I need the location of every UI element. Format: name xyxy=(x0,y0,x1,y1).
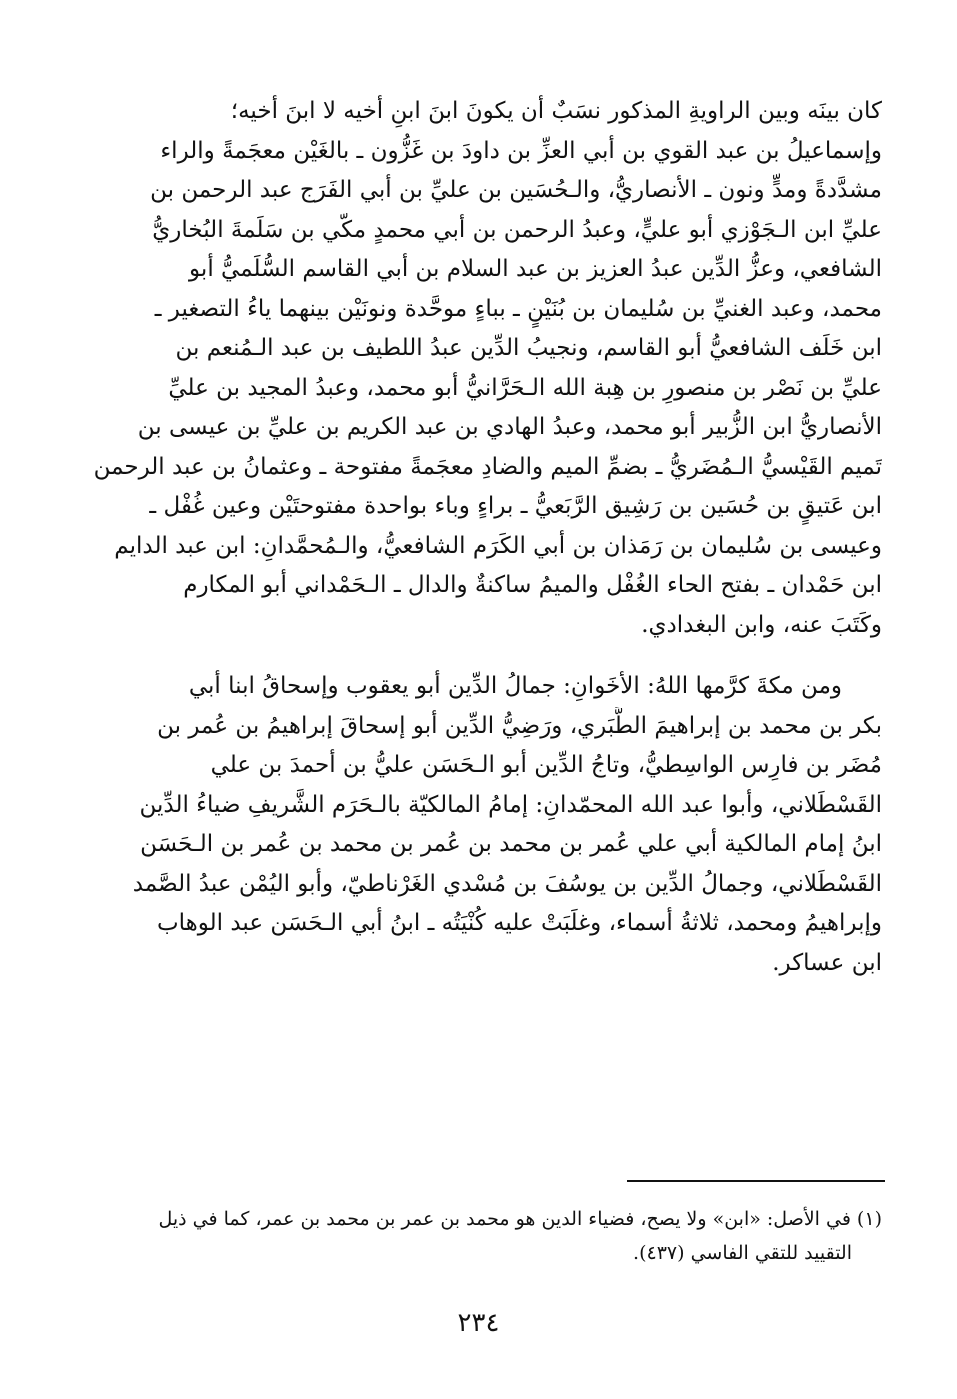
text-line: تَميم القَيْسيُّ الـمُضَريُّ ـ بضمِّ الميم والضادِ معجَمةً مفتوحة ـ وعثمانُ بن عبد الرحمن xyxy=(93,453,882,480)
text-line: ابن عساكر. xyxy=(772,949,882,976)
text-line xyxy=(72,825,882,865)
text-line: القَسْطَلاني، وأبوا عبد الله المحمّدانِ: إمامُ المالكيّة بالـحَرَم الشَّريفِ ضياءُ الدِّين xyxy=(139,791,882,818)
text-line: بكر بن محمد بن إبراهيمَ الطَّبَري، ورَضِيُّ الدِّين أبو إسحاقَ إبراهيمُ بن عُمر بن xyxy=(157,712,882,739)
text-line: مُضَر بن فارِس الواسِطيُّ، وتاجُ الدِّين أبو الـحَسَن عليُّ بن أحمدَ بن علي xyxy=(210,752,882,778)
text-line: عليِّ بن نَصْر بن منصورِ بن هِبة الله الـحَرَّانيُّ أبو محمد، وعبدُ المجيد بن عليِّ xyxy=(168,374,882,401)
text-line: الأنصاريُّ ابن الزُّبير أبو محمد، وعبدُ الهادي بن عبد الكريم بن عليِّ بن عيسى بن xyxy=(137,414,882,440)
text-line: مشدَّدةً ومدٍّ ونون ـ الأنصاريُّ، والـحُسَين بن عليِّ بن أبي الفَرَج عبد الرحمن بن xyxy=(150,177,882,203)
text-line: وإسماعيلُ بن عبد القوي بن أبي العزِّ بن داودَ بن غَزُّون ـ بالغَيْن معجَمةً والراء xyxy=(160,137,882,164)
text-line: وعيسى بن سُليمان بن رَمَذان بن أبي الكَرَم الشافعيُّ، والـمُحمَّدانِ: ابن عبد الدايم xyxy=(114,532,882,559)
text-line: وإبراهيمُ ومحمد، ثلاثةُ أسماء، وغلَبَتْ عليه كُنْيَتُه ـ ابنُ أبي الـحَسَن عبد الوهاب xyxy=(156,910,882,936)
text-line: محمد، وعبد الغنيِّ بن سُليمان بن بُنَيْنٍ ـ بباءٍ موحَّدة ونونَيْن بينهما ياءُ التصغير ـ xyxy=(154,295,882,322)
footnote-separator xyxy=(627,1180,885,1182)
main-text xyxy=(72,92,882,983)
footnote-line: التقييد للتقي الفاسي (٤٣٧). xyxy=(633,1242,852,1264)
text-line: كان بينَه وبين الراويةِ المذكور نسَبٌ أن يكونَ ابنَ ابنِ أخيه لا ابنَ أخيه؛ xyxy=(230,98,882,124)
page-number: ٢٣٤ xyxy=(457,1308,500,1338)
text-line: ابن خَلَف الشافعيُّ أبو القاسم، ونجيبُ الدِّين عبدُ اللطيف بن عبد الـمُنعم بن xyxy=(175,335,882,361)
text-segment: علي عُمر بن محمد بن عُمر بن محمد بن عُمر بن الـحَسَن xyxy=(140,831,686,857)
paragraph-1 xyxy=(72,92,882,645)
text-segment: ابنُ إمام المالكية أبي xyxy=(685,831,882,857)
footnote xyxy=(72,1202,882,1270)
text-line: القَسْطَلاني، وجمالُ الدِّين بن يوسُفَ بن مُسْدي الغَرْناطيّ، وأبو اليُمْن عبدُ الصَّمد xyxy=(132,870,882,897)
text-line: عليِّ ابن الـجَوْزي أبو عليٍّ، وعبدُ الرحمن بن أبي محمدٍ مكّي بن سَلَمةَ البُخاريُّ xyxy=(152,216,882,243)
text-line: وكَتَبَ عنه، وابن البغدادي. xyxy=(641,611,882,638)
footnote-line: (١) في الأصل: «ابن» ولا يصح، فضياء الدين هو محمد بن عمر بن محمد بن عمر، كما في ذيل xyxy=(158,1208,882,1230)
text-line: ابن حَمْدان ـ بفتح الحاء الغُفْل والميمُ ساكنةٌ والدال ـ الـحَمْداني أبو المكارم xyxy=(183,572,882,598)
text-line: ومن مكةَ كرَّمها اللهُ: الأخَوانِ: جمالُ الدِّين أبو يعقوب وإسحاقُ ابنا أبي xyxy=(188,673,842,699)
paragraph-2 xyxy=(72,667,882,983)
text-line: الشافعي، وعزُّ الدِّين عبدُ العزيز بن عبد السلام بن أبي القاسم السُّلَميُّ أبو xyxy=(189,256,882,282)
text-line: ابن عَتيقٍ بن حُسَين بن رَشِيق الرَّبَعيُّ ـ براءٍ وباء بواحدة مفتوحتَيْن وعين غُفْل ـ xyxy=(149,493,882,519)
